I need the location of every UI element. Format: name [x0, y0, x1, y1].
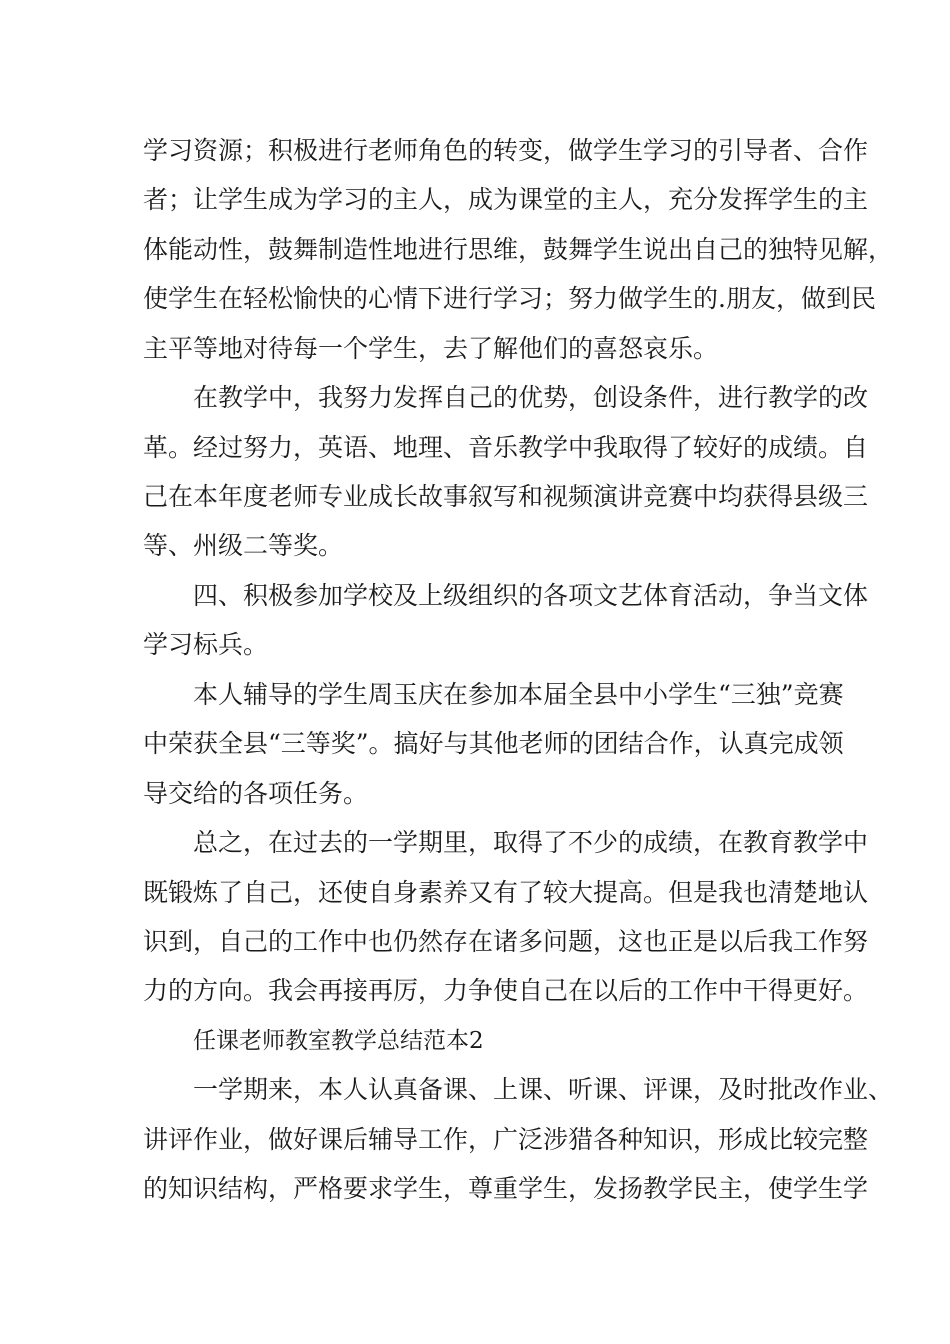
text-line: 主平等地对待每一个学生，去了解他们的喜怒哀乐。: [143, 334, 719, 363]
text-line: 的知识结构，严格要求学生，尊重学生，发扬教学民主，使学生学: [143, 1174, 869, 1203]
text-line: 者；让学生成为学习的主人，成为课堂的主人，充分发挥学生的主: [143, 185, 869, 214]
text-line: 讲评作业，做好课后辅导工作，广泛涉猎各种知识，形成比较完整: [143, 1125, 869, 1154]
text-line: 等、州级二等奖。: [143, 531, 344, 560]
paragraph-first-line: 本人辅导的学生周玉庆在参加本届全县中小学生“三独”竞赛: [193, 680, 844, 709]
text-line: 中荣获全县“三等奖”。搞好与其他老师的团结合作，认真完成领: [143, 729, 844, 758]
text-line: 革。经过努力，英语、地理、音乐教学中我取得了较好的成绩。自: [143, 433, 869, 462]
text-line: 学习资源；积极进行老师角色的转变，做学生学习的引导者、合作: [143, 136, 869, 165]
text-line: 识到，自己的工作中也仍然存在诸多问题，这也正是以后我工作努: [143, 927, 869, 956]
text-line: 使学生在轻松愉快的心情下进行学习；努力做学生的.朋友，做到民: [143, 284, 876, 313]
paragraph-first-line: 一学期来，本人认真备课、上课、听课、评课，及时批改作业、: [193, 1075, 894, 1104]
paragraph-first-line: 总之，在过去的一学期里，取得了不少的成绩，在教育教学中: [193, 828, 869, 857]
text-line: 既锻炼了自己，还使自身素养又有了较大提高。但是我也清楚地认: [143, 878, 869, 907]
document-title: 任课老师教室教学总结范本2: [193, 1028, 484, 1054]
text-line: 学习标兵。: [143, 630, 269, 659]
text-line: 导交给的各项任务。: [143, 779, 369, 808]
text-line: 力的方向。我会再接再厉，力争使自己在以后的工作中干得更好。: [143, 976, 869, 1005]
text-line: 体能动性，鼓舞制造性地进行思维，鼓舞学生说出自己的独特见解，: [143, 235, 894, 264]
section-heading: 四、积极参加学校及上级组织的各项文艺体育活动，争当文体: [193, 581, 869, 610]
paragraph-first-line: 在教学中，我努力发挥自己的优势，创设条件，进行教学的改: [193, 383, 869, 412]
text-line: 己在本年度老师专业成长故事叙写和视频演讲竞赛中均获得县级三: [143, 482, 869, 511]
